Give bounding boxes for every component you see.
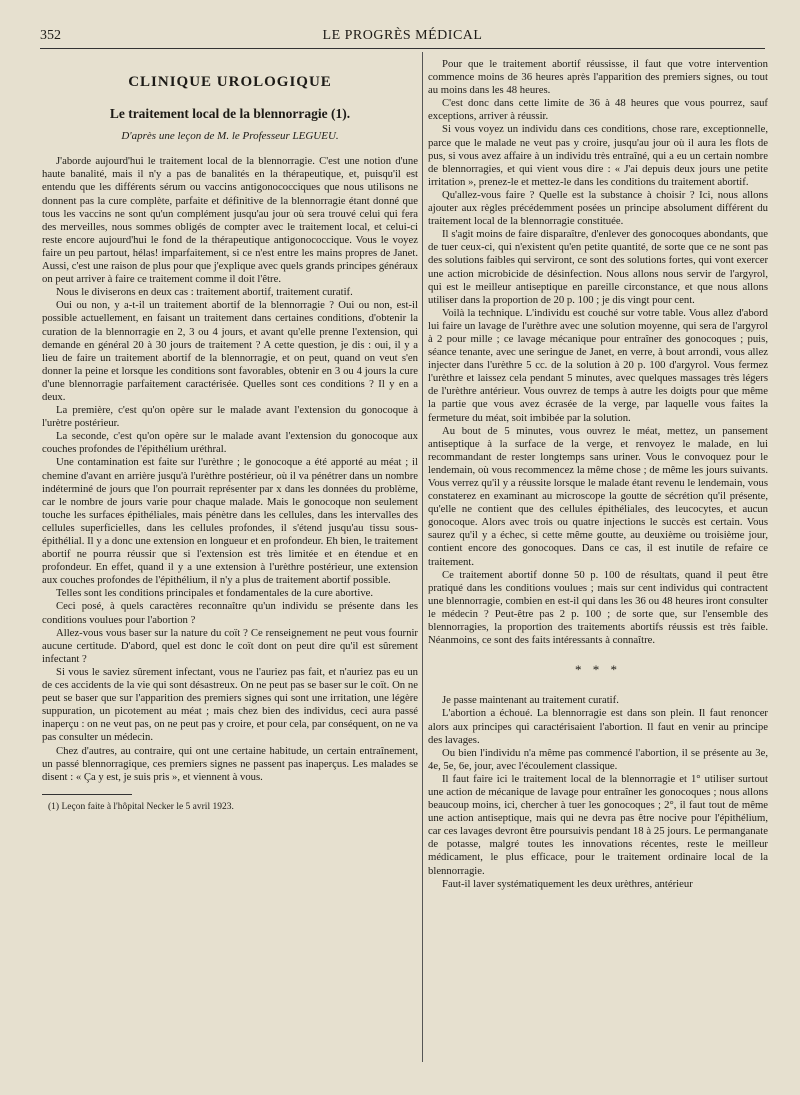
paragraph: Ceci posé, à quels caractères reconnaître qu'un individu se présente dans les conditions voulues pour l'abortion ? bbox=[42, 600, 418, 626]
paragraph: Ou bien l'individu n'a même pas commencé l'abortion, il se présente au 3e, 4e, 5e, 6e, jour, avec l'écoulement classique. bbox=[428, 746, 768, 772]
paragraph: Allez-vous vous baser sur la nature du coït ? Ce renseignement ne peut vous fournir aucune certitude. D'abord, quel est donc le coït dont on peut dire qu'il est sûrement infectant ? bbox=[42, 626, 418, 665]
footnote-rule bbox=[42, 794, 132, 795]
paragraph: Je passe maintenant au traitement curatif. bbox=[442, 694, 619, 707]
paragraph: Voilà la technique. L'individu est couché sur votre table. Vous allez d'abord lui faire un lavage de l'urèthre avec une solution moyenne, qui sera de l'argyrol à 2 pour mille ; ce lavage mécanique pour entraîner des gonocoques ; puis, séance tenante, avec une seringue de Janet, en verre, à bout arrondi, vous allez injecter dans l'urèthre 5 cc. de la solution à 20 p. 100 d'argyrol. Vous fermez l'urèthre et laissez cela pendant 5 minutes, avec quelques massages très légers de l'urèthre antérieur. Vous ouvrez de temps à autre les doigts pour que même la partie que vous avez écrasée de la verge, par laquelle vous faites la fermeture du méat, soit imbibée par la solution. bbox=[428, 306, 768, 424]
paragraph: Oui ou non, y a-t-il un traitement abortif de la blennorragie ? Oui ou non, est-il possible actuellement, en faisant un traitement dans certaines conditions, d'obtenir la curation de la blennorragie en 2, 3 ou 4 jours, et avant qu'elle prenne l'extension, qui demande en général 20 à 30 jours de traitement ? A cette question, je dis : oui, il y a lieu de faire un traitement abortif de la blennorragie, et on peut, quand on veut s'en donner la peine et lorsque les conditions sont favorables, obtenir en 3 ou 4 jours la cure d'une blennorragie parfaitement caractérisée. Quelles sont ces conditions ? Il y en a deux. bbox=[42, 299, 418, 403]
paragraph: La première, c'est qu'on opère sur le malade avant l'extension du gonocoque à l'urètre postérieur. bbox=[42, 404, 418, 430]
paragraph: Nous le diviserons en deux cas : traitement abortif, traitement curatif. bbox=[56, 286, 353, 299]
paragraph: Une contamination est faite sur l'urèthre ; le gonocoque a été apporté au méat ; il chemine d'avant en arrière jusqu'à l'urèthre postérieur, où il va pénétrer dans un nombre indéterminé de jours que l'on pourrait représenter par x dans les données du problème, car le nombre de jours varie pour chaque malade. Mais le gonocoque non seulement touche les surfaces épithéliales, mais pénètre dans les cellules, dans les intervalles des cellules superficielles, dans les cellules profondes, il s'étend jusqu'au tissu sous-épithélial. Il y a donc une extension en longueur et en profondeur. Eh bien, le traitement abortif ne pourra réussir que si l'extension est très limitée et en étendue et en profondeur. En effet, quand il y a une extension à l'urèthre postérieur, une extension aux couches profondes de l'épithélium, il n'y a plus de traitement abortif possible. bbox=[42, 456, 418, 587]
paragraph: Si vous le saviez sûrement infectant, vous ne l'auriez pas fait, et n'auriez pas eu un de ces accidents de la vie qui sont désastreux. On ne peut pas se baser sur le coït. On ne peut se baser que sur l'apparition des premiers signes qui sont une irritation, une légère suppuration, un picotement au méat ; mais chez bien des individus, ceci aura passé inaperçu : on ne veut pas, on ne peut pas y croire, et pour cela, par conséquent, on ne va pas consulter un médecin. bbox=[42, 665, 418, 744]
running-title: LE PROGRÈS MÉDICAL bbox=[322, 28, 483, 43]
left-column bbox=[42, 58, 418, 814]
paragraph: J'aborde aujourd'hui le traitement local de la blennorragie. C'est une notion d'une haute banalité, mais il n'y a pas de banalités en la thérapeutique, et, puisqu'il est entendu que les différents sérum ou vaccins antigonococciques que nous utilisons ne donnent pas la cure complète, parfaite et définitive de la blennorragie étant donné que tous les vaccins ne sont qu'un complément jusqu'au jour où sera trouvé celui qui fera des merveilles, nous sommes obligés de compter avec le traitement local, et celui-ci reste encore aujourd'hui le fond de la thérapeutique antigonococcique. Vous le voyez faire un peu partout, hélas! imparfaitement, si ce n'est entre les mains propres de Janet. Aussi, c'est une raison de plus pour que j'explique avec quels grands principes généraux on peut arriver à faire ce traitement comme il doit l'être. bbox=[42, 155, 418, 286]
paragraph: Ce traitement abortif donne 50 p. 100 de résultats, quand il peut être pratiqué dans les conditions voulues ; mais sur cent individus qui contractent une blennorragie, combien en est-il qui dans les 36 ou 48 heures iront consulter le médecin ? Peut-être pas 2 p. 100 ; de sorte que, sur l'ensemble des blennorragies, la proportion des traitements abortifs réussis est très faible. Néanmoins, ce sont des faits intéressants à connaître. bbox=[428, 568, 768, 647]
paragraph: Au bout de 5 minutes, vous ouvrez le méat, mettez, un pansement antiseptique à la surface de la verge, et renvoyez le malade, en lui recommandant de rester longtemps sans uriner. Vous le convoquez pour le lendemain, où vous recommencez la même chose ; de même les jours suivants. Vous verrez qu'il y a réussite lorsque le malade étant revenu le lendemain, vous constaterez en examinant au microscope la goutte de sécrétion qu'il présente, qu'elle ne contient que des cellules épithéliales, des leucocytes, et aucun gonocoque. Alors avec trois ou quatre injections le succès est certain. Vous saurez qu'il y a échec, si cette même goutte, au deuxième ou troisième jour, contient encore des gonocoques. Dans ce cas, il est inutile de refaire ce traitement. bbox=[428, 424, 768, 568]
paragraph: Il s'agit moins de faire disparaître, d'enlever des gonocoques abondants, que de tuer ceux-ci, qui n'existent qu'en petite quantité, de sorte que ce ne sont pas des solutions faibles qui serviront, ce sont des solutions fortes, qui vont exercer une action microbicide de désinfection. Nous allons nous servir de l'argyrol, qui est le meilleur antiseptique en pareille circonstance, et que nous allons utiliser dans la proportion de 20 p. 100 ; je dis vingt pour cent. bbox=[428, 228, 768, 306]
paragraph: Pour que le traitement abortif réussisse, il faut que votre intervention commence moins de 36 heures après l'apparition des premiers signes, ou tout au moins dans les 48 heures. bbox=[428, 58, 768, 97]
paragraph: Si vous voyez un individu dans ces conditions, chose rare, exceptionnelle, parce que le malade ne veut pas y croire, jusqu'au jour où il aura les flots de pus, si vous avez affaire à un individu très entraîné, qui a eu un certain nombre de blennorragies, et qui vient vous dire : « J'ai depuis deux jours une petite irritation », prenez-le et mettez-le dans les conditions du traitement abortif. bbox=[428, 123, 768, 188]
paragraph: Il faut faire ici le traitement local de la blennorragie et 1° utiliser surtout une action de mécanique de lavage pour entraîner les gonocoques ; nous allons beaucoup moins, ici, chercher à tuer les gonocoques ; 2°, il faut tout de même une action antiseptique, mais qui ne devra pas être nocive pour l'épithélium, car ces lavages devront être poursuivis pendant 18 à 25 jours. Le permanganate de potasse, malgré toutes les innovations récentes, reste le meilleur médicament, le plus efficace, pour le traitement ordinaire local de la blennorragie. bbox=[428, 772, 768, 877]
page-number: 352 bbox=[40, 28, 61, 43]
footnote: (1) Leçon faite à l'hôpital Necker le 5 avril 1923. bbox=[48, 801, 234, 812]
article-byline: D'après une leçon de M. le Professeur LEGUEU. bbox=[121, 130, 339, 143]
page-header bbox=[40, 28, 765, 49]
paragraph: La seconde, c'est qu'on opère sur le malade avant l'extension du gonocoque aux couches profondes de l'épithélium uréthral. bbox=[42, 430, 418, 456]
paragraph: Chez d'autres, au contraire, qui ont une certaine habitude, un certain entraînement, un passé blennorragique, ces premiers signes ne passent pas inaperçus. Les malades se disent : « Ça y est, je suis pris », et viennent à vous. bbox=[42, 744, 418, 783]
paragraph: L'abortion a échoué. La blennorragie est dans son plein. Il faut renoncer alors aux principes qui caractérisaient l'abortion. Il faut en venir au principe des lavages. bbox=[428, 707, 768, 746]
paragraph: Faut-il laver systématiquement les deux urèthres, antérieur bbox=[442, 877, 693, 890]
right-column bbox=[428, 58, 768, 891]
section-separator: * * * bbox=[575, 662, 621, 678]
section-heading: CLINIQUE UROLOGIQUE bbox=[128, 74, 332, 90]
column-divider bbox=[422, 52, 423, 1062]
paragraph: Telles sont les conditions principales et fondamentales de la cure abortive. bbox=[56, 587, 374, 600]
article-title: Le traitement local de la blennorragie (1). bbox=[109, 106, 351, 122]
paragraph: C'est donc dans cette limite de 36 à 48 heures que vous pourrez, sauf exceptions, arriver à réussir. bbox=[428, 97, 768, 123]
paragraph: Qu'allez-vous faire ? Quelle est la substance à choisir ? Ici, nous allons ajouter aux règles précédemment posées un principe absolument différent du traitement local de la blennorragie constituée. bbox=[428, 188, 768, 228]
